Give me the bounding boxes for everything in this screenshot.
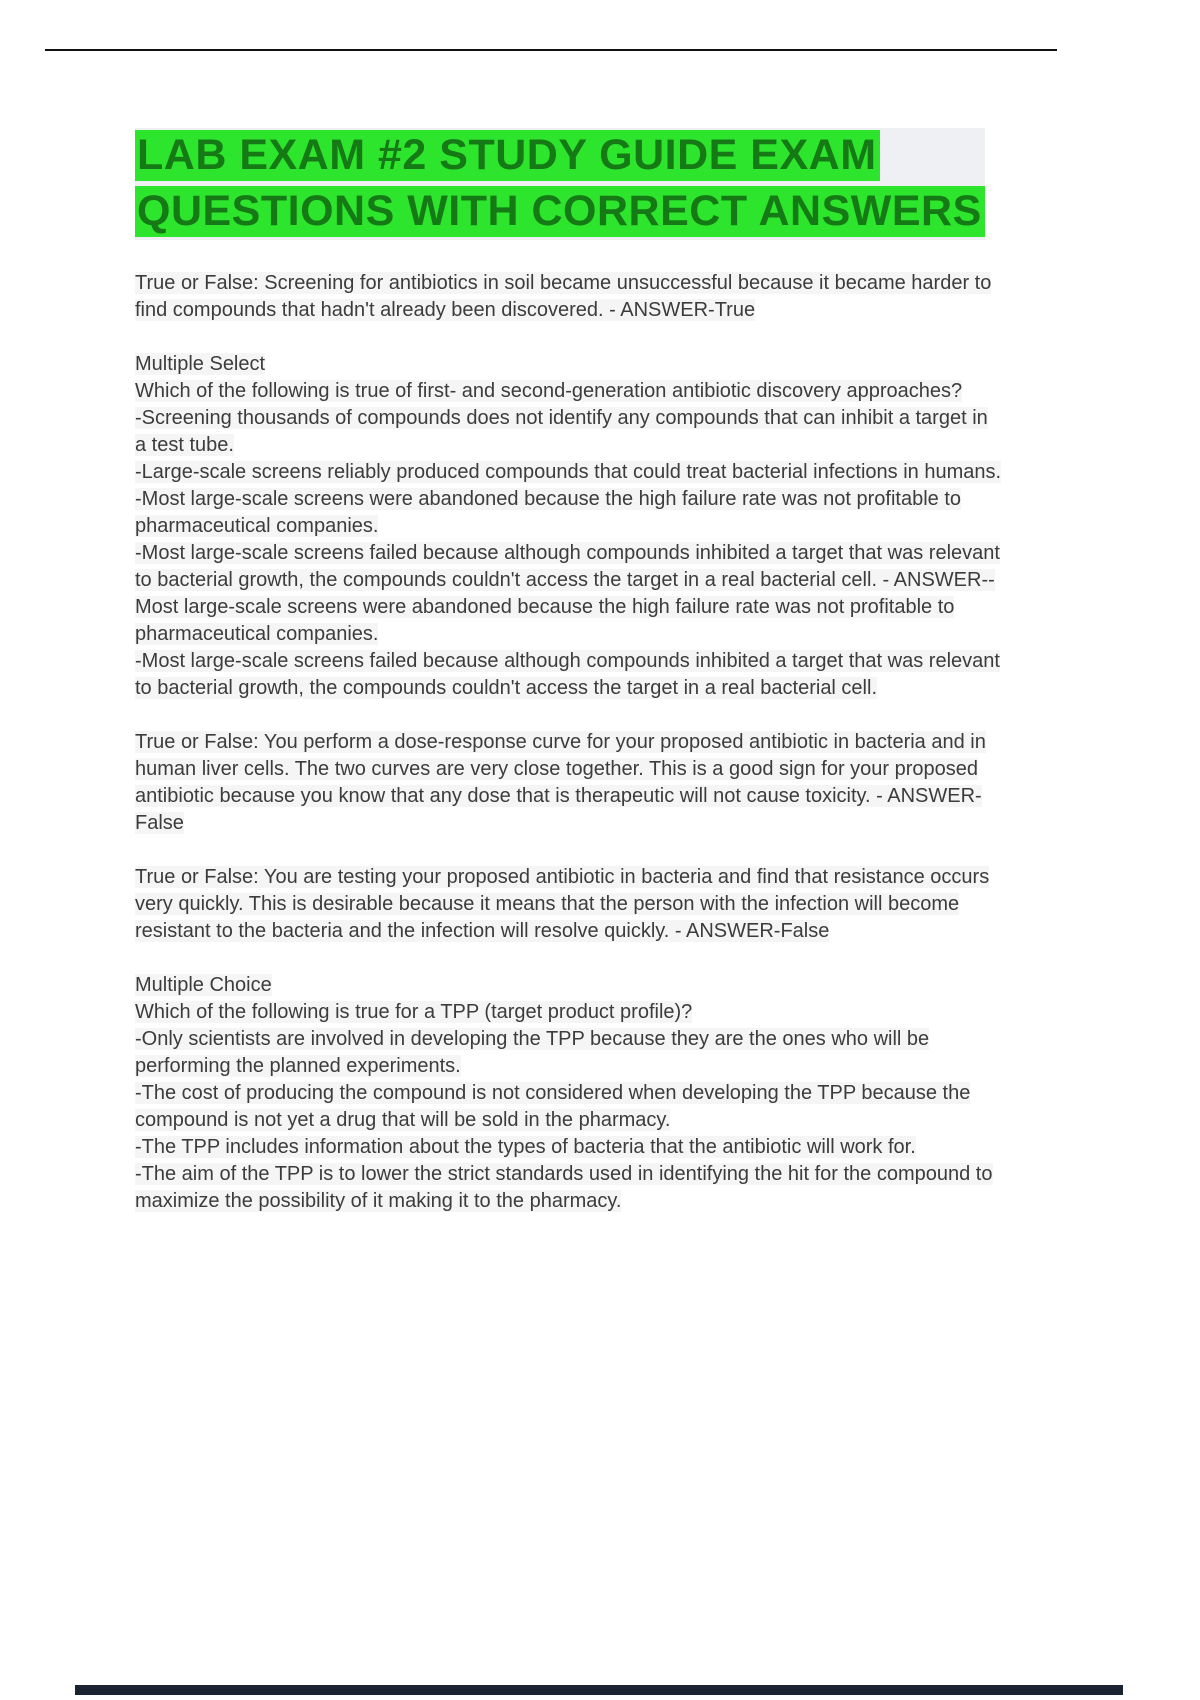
text-line: True or False: Screening for antibiotics in soil became unsuccessful because it became harder to find compounds that hadn't already been discovered. - ANSWER-True [135,271,992,321]
text-line: -The cost of producing the compound is not considered when developing the TPP because the compound is not yet a drug that will be sold in the pharmacy. [135,1081,971,1131]
text-line: -The aim of the TPP is to lower the strict standards used in identifying the hit for the compound to maximize the possibility of it making it to the pharmacy. [135,1162,993,1212]
title-line-2: QUESTIONS WITH CORRECT ANSWERS [135,186,985,237]
text-line: Which of the following is true of first- and second-generation antibiotic discovery approaches? [135,379,963,402]
page-title [135,128,985,240]
text-line: -Most large-scale screens failed because although compounds inhibited a target that was relevant to bacterial growth, the compounds couldn't access the target in a real bacterial cell. [135,649,1000,699]
text-line: -Most large-scale screens failed because although compounds inhibited a target that was relevant to bacterial growth, the compounds couldn't access the target in a real bacterial cell. - ANSWER--Most large-scale screens were abandoned because the high failure rate was not profitable to pharmaceutical companies. [135,541,1000,645]
text-line: True or False: You perform a dose-response curve for your proposed antibiotic in bacteria and in human liver cells. The two curves are very close together. This is a good sign for your proposed antibiotic because you know that any dose that is therapeutic will not cause toxicity. - ANSWER-False [135,730,986,834]
text-line: Which of the following is true for a TPP (target product profile)? [135,1000,693,1023]
title-line-1: LAB EXAM #2 STUDY GUIDE EXAM [135,130,880,181]
qa-paragraph-5 [135,972,1003,1215]
text-line: -Screening thousands of compounds does not identify any compounds that can inhibit a target in a test tube. [135,406,988,456]
text-line: Multiple Select [135,352,266,375]
text-line: Multiple Choice [135,973,272,996]
qa-paragraph-2 [135,351,1003,702]
text-line: True or False: You are testing your proposed antibiotic in bacteria and find that resistance occurs very quickly. This is desirable because it means that the person with the infection will become resistant to the bacteria and the infection will resolve quickly. - ANSWER-False [135,865,990,942]
qa-paragraph-3 [135,729,1003,837]
footer-bar [75,1685,1123,1695]
text-line: -Large-scale screens reliably produced compounds that could treat bacterial infections in humans. [135,460,1002,483]
text-line: -Only scientists are involved in developing the TPP because they are the ones who will be performing the planned experiments. [135,1027,930,1077]
text-line: -Most large-scale screens were abandoned because the high failure rate was not profitable to pharmaceutical companies. [135,487,962,537]
text-line: -The TPP includes information about the types of bacteria that the antibiotic will work for. [135,1135,916,1158]
qa-paragraph-1 [135,270,1003,324]
top-rule-divider [45,49,1057,51]
qa-paragraph-4 [135,864,1003,945]
document-content [135,128,1003,1242]
